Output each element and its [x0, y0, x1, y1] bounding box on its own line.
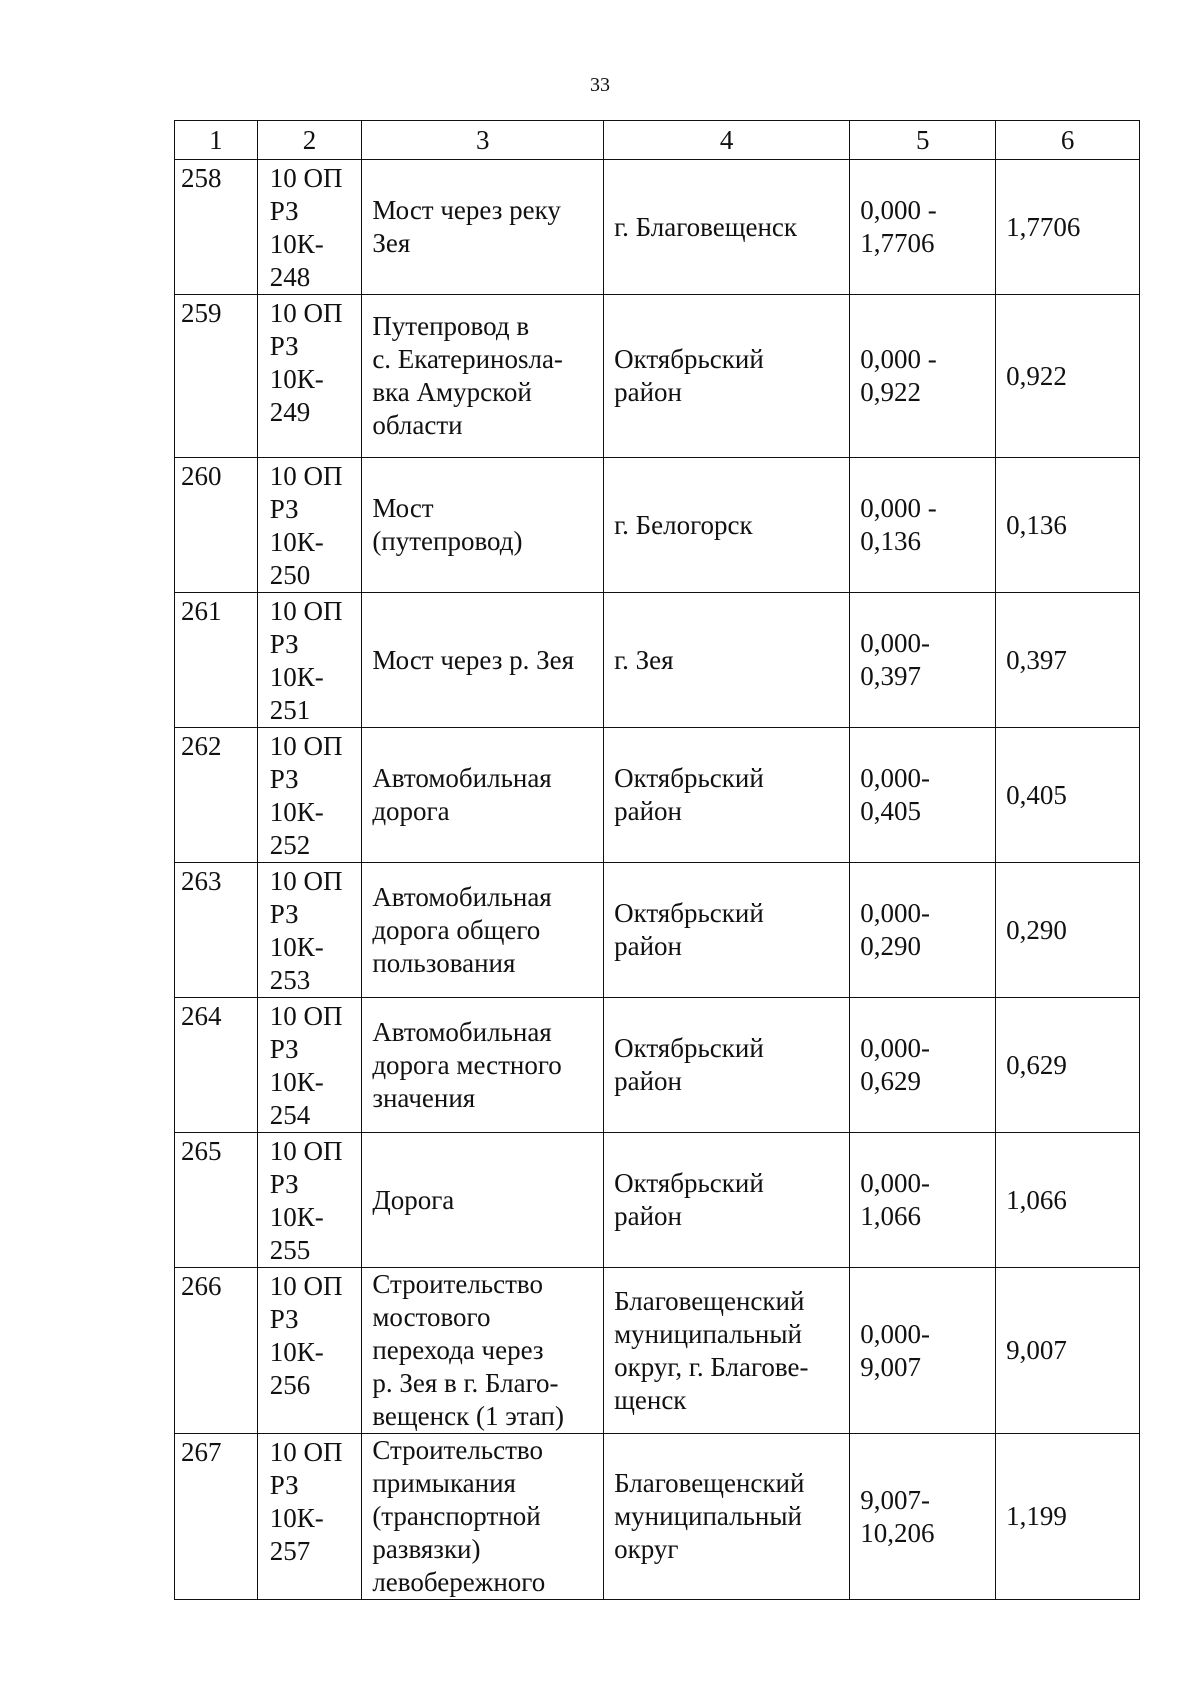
km-range-cell [850, 1268, 996, 1434]
road-code-cell-line: 10 ОП [269, 866, 343, 896]
row-number-cell: 267 [175, 1434, 258, 1600]
road-code-cell [257, 593, 362, 728]
location-cell-line: район [614, 931, 682, 961]
row-number-cell: 261 [175, 593, 258, 728]
object-name-cell-line: вка Амурской [372, 377, 532, 407]
road-code-cell [257, 1133, 362, 1268]
column-header: 3 [362, 121, 604, 160]
object-name-cell-line: значения [372, 1082, 476, 1113]
km-range-cell [850, 593, 996, 728]
km-range-cell-line: 0,000 - [860, 195, 937, 225]
km-range-cell-line: 0,000- [860, 763, 930, 793]
location-cell [604, 1133, 850, 1268]
location-cell-line: Октябрьский [614, 898, 764, 928]
object-name-cell-line: Автомобильная [372, 1016, 552, 1047]
table-row [175, 160, 1140, 295]
road-code-cell-line: 255 [269, 1235, 311, 1265]
road-code-cell-line: 10 ОП [269, 163, 343, 193]
road-code-cell [257, 728, 362, 863]
table-row [175, 593, 1140, 728]
road-code-cell-line: 253 [269, 965, 311, 995]
km-range-cell-line: 0,000 - [860, 344, 937, 374]
km-range-cell-line: 1,066 [860, 1201, 921, 1231]
km-range-cell [850, 728, 996, 863]
road-code-cell-line: РЗ [269, 899, 299, 929]
road-code-cell-line: 251 [269, 695, 311, 725]
road-code-cell-line: 10 ОП [269, 461, 343, 491]
road-code-cell-line: РЗ [269, 494, 299, 524]
object-name-cell [362, 1133, 604, 1268]
road-code-cell [257, 1268, 362, 1434]
km-range-cell [850, 1434, 996, 1600]
location-cell [604, 728, 850, 863]
header-row [175, 121, 1140, 160]
table-row [175, 1434, 1140, 1600]
location-cell [604, 998, 850, 1133]
column-header: 2 [257, 121, 362, 160]
object-name-cell [362, 458, 604, 593]
km-range-cell [850, 998, 996, 1133]
object-name-cell [362, 295, 604, 458]
km-range-cell-line: 0,629 [860, 1066, 921, 1096]
km-range-cell-line: 0,000- [860, 1318, 930, 1349]
location-cell-line: Благовещенский [614, 1285, 805, 1316]
location-cell-line: г. Белогорск [614, 509, 753, 540]
object-name-cell-line: Дорога [372, 1184, 455, 1215]
location-cell-line: Октябрьский [614, 1033, 764, 1063]
table-row [175, 1133, 1140, 1268]
location-cell-line: Октябрьский [614, 344, 764, 374]
object-name-cell-line: с. Екатеринosла- [372, 344, 563, 374]
road-code-cell [257, 160, 362, 295]
object-name-cell-line: Мост через р. Зея [372, 644, 575, 675]
km-range-cell-line: 0,000 - [860, 493, 937, 523]
location-cell-line: округ, г. Благове- [614, 1351, 809, 1382]
location-cell [604, 458, 850, 593]
location-cell-line: Октябрьский [614, 763, 764, 793]
location-cell [604, 863, 850, 998]
object-name-cell-line: дорога местного [372, 1049, 562, 1080]
registry-table [174, 120, 1140, 1600]
road-code-cell-line: 10 ОП [269, 596, 343, 626]
object-name-cell-line: Строительство [372, 1435, 543, 1465]
row-number-cell: 265 [175, 1133, 258, 1268]
length-cell: 1,199 [996, 1434, 1140, 1600]
road-code-cell-line: РЗ [269, 1304, 299, 1334]
length-cell: 0,397 [996, 593, 1140, 728]
road-code-cell-line: РЗ [269, 1470, 299, 1500]
length-cell: 1,7706 [996, 160, 1140, 295]
length-cell: 0,405 [996, 728, 1140, 863]
km-range-cell-line: 0,397 [860, 661, 921, 691]
km-range-cell-line: 0,136 [860, 526, 921, 556]
road-code-cell-line: 10К- [269, 797, 324, 827]
km-range-cell-line: 0,405 [860, 796, 921, 826]
object-name-cell-line: левобережного [372, 1567, 546, 1597]
object-name-cell-line: пользования [372, 947, 516, 978]
object-name-cell [362, 728, 604, 863]
road-code-cell [257, 458, 362, 593]
road-code-cell-line: 10 ОП [269, 1271, 343, 1301]
km-range-cell-line: 1,7706 [860, 228, 935, 258]
length-cell: 1,066 [996, 1133, 1140, 1268]
location-cell [604, 160, 850, 295]
table-row [175, 728, 1140, 863]
location-cell-line: муниципальный [614, 1501, 802, 1531]
object-name-cell [362, 593, 604, 728]
location-cell-line: Благовещенский [614, 1468, 805, 1498]
column-header: 6 [996, 121, 1140, 160]
location-cell-line: район [614, 1066, 682, 1096]
km-range-cell-line: 0,922 [860, 377, 921, 407]
km-range-cell [850, 863, 996, 998]
object-name-cell-line: (транспортной [372, 1501, 541, 1531]
location-cell [604, 593, 850, 728]
km-range-cell-line: 0,000- [860, 1033, 930, 1063]
km-range-cell-line: 0,290 [860, 931, 921, 961]
location-cell-line: щенск [614, 1384, 687, 1415]
road-code-cell-line: 10 ОП [269, 1001, 343, 1031]
object-name-cell-line: перехода через [372, 1335, 544, 1365]
road-code-cell-line: 10 ОП [269, 298, 343, 328]
road-code-cell-line: 10К- [269, 1202, 324, 1232]
object-name-cell-line: Строительство [372, 1269, 543, 1299]
table-row [175, 1268, 1140, 1434]
road-code-cell-line: 256 [269, 1370, 311, 1400]
object-name-cell-line: Мост [372, 493, 434, 523]
object-name-cell-line: Автомобильная [372, 763, 552, 793]
location-cell-line: г. Зея [614, 644, 674, 675]
road-code-cell-line: РЗ [269, 1169, 299, 1199]
page-number: 33 [590, 74, 610, 96]
object-name-cell-line: р. Зея в г. Благо- [372, 1368, 559, 1398]
length-cell: 0,629 [996, 998, 1140, 1133]
table-row [175, 998, 1140, 1133]
object-name-cell-line: мостового [372, 1302, 491, 1332]
road-code-cell-line: 10К- [269, 229, 324, 259]
column-header: 1 [175, 121, 258, 160]
column-header: 4 [604, 121, 850, 160]
km-range-cell [850, 458, 996, 593]
road-code-cell-line: 10К- [269, 1067, 324, 1097]
object-name-cell-line: Мост через реку [372, 195, 561, 225]
km-range-cell-line: 9,007- [860, 1484, 930, 1515]
row-number-cell: 266 [175, 1268, 258, 1434]
road-code-cell [257, 998, 362, 1133]
length-cell: 0,136 [996, 458, 1140, 593]
row-number-cell: 262 [175, 728, 258, 863]
road-code-cell-line: РЗ [269, 331, 299, 361]
column-header: 5 [850, 121, 996, 160]
object-name-cell [362, 160, 604, 295]
location-cell [604, 1268, 850, 1434]
location-cell-line: район [614, 377, 682, 407]
location-cell-line: район [614, 1201, 682, 1231]
km-range-cell [850, 295, 996, 458]
object-name-cell-line: (путепровод) [372, 526, 523, 556]
location-cell-line: муниципальный [614, 1318, 802, 1349]
location-cell [604, 295, 850, 458]
road-code-cell-line: 10К- [269, 1337, 324, 1367]
row-number-cell: 260 [175, 458, 258, 593]
object-name-cell [362, 1268, 604, 1434]
table-row [175, 295, 1140, 458]
location-cell [604, 1434, 850, 1600]
location-cell-line: г. Благовещенск [614, 211, 798, 242]
road-code-cell-line: 249 [269, 397, 311, 427]
location-cell-line: округ [614, 1534, 679, 1564]
row-number-cell: 264 [175, 998, 258, 1133]
row-number-cell: 258 [175, 160, 258, 295]
km-range-cell [850, 1133, 996, 1268]
object-name-cell [362, 1434, 604, 1600]
object-name-cell [362, 863, 604, 998]
object-name-cell-line: дорога общего [372, 914, 541, 945]
road-code-cell-line: 252 [269, 830, 311, 860]
road-code-cell-line: 10 ОП [269, 731, 343, 761]
km-range-cell-line: 0,000- [860, 1168, 930, 1198]
table-row [175, 863, 1140, 998]
table-body [175, 160, 1140, 1600]
road-code-cell-line: 10К- [269, 662, 324, 692]
object-name-cell-line: Путепровод в [372, 311, 530, 341]
road-code-cell-line: 10К- [269, 527, 324, 557]
road-code-cell-line: 254 [269, 1100, 311, 1130]
object-name-cell-line: вещенск (1 этап) [372, 1401, 564, 1431]
row-number-cell: 259 [175, 295, 258, 458]
km-range-cell-line: 9,007 [860, 1351, 921, 1382]
road-code-cell [257, 863, 362, 998]
road-code-cell-line: 10К- [269, 1503, 324, 1533]
road-code-cell-line: РЗ [269, 764, 299, 794]
length-cell: 9,007 [996, 1268, 1140, 1434]
road-code-cell-line: РЗ [269, 196, 299, 226]
road-code-cell-line: 10 ОП [269, 1136, 343, 1166]
object-name-cell-line: развязки) [372, 1534, 481, 1564]
road-code-cell [257, 295, 362, 458]
road-code-cell-line: РЗ [269, 629, 299, 659]
road-code-cell-line: 10 ОП [269, 1437, 343, 1467]
km-range-cell-line: 0,000- [860, 628, 930, 658]
location-cell-line: район [614, 796, 682, 826]
object-name-cell-line: Зея [372, 228, 411, 258]
object-name-cell-line: примыкания [372, 1468, 516, 1498]
km-range-cell [850, 160, 996, 295]
location-cell-line: Октябрьский [614, 1168, 764, 1198]
road-code-cell-line: 248 [269, 262, 311, 292]
road-code-cell-line: 257 [269, 1536, 311, 1566]
road-code-cell-line: РЗ [269, 1034, 299, 1064]
object-name-cell [362, 998, 604, 1133]
row-number-cell: 263 [175, 863, 258, 998]
object-name-cell-line: Автомобильная [372, 881, 552, 912]
table-row [175, 458, 1140, 593]
length-cell: 0,922 [996, 295, 1140, 458]
road-code-cell-line: 10К- [269, 932, 324, 962]
road-code-cell-line: 10К- [269, 364, 324, 394]
object-name-cell-line: области [372, 410, 463, 440]
km-range-cell-line: 10,206 [860, 1517, 935, 1548]
road-code-cell-line: 250 [269, 560, 311, 590]
road-code-cell [257, 1434, 362, 1600]
km-range-cell-line: 0,000- [860, 898, 930, 928]
length-cell: 0,290 [996, 863, 1140, 998]
object-name-cell-line: дорога [372, 796, 450, 826]
